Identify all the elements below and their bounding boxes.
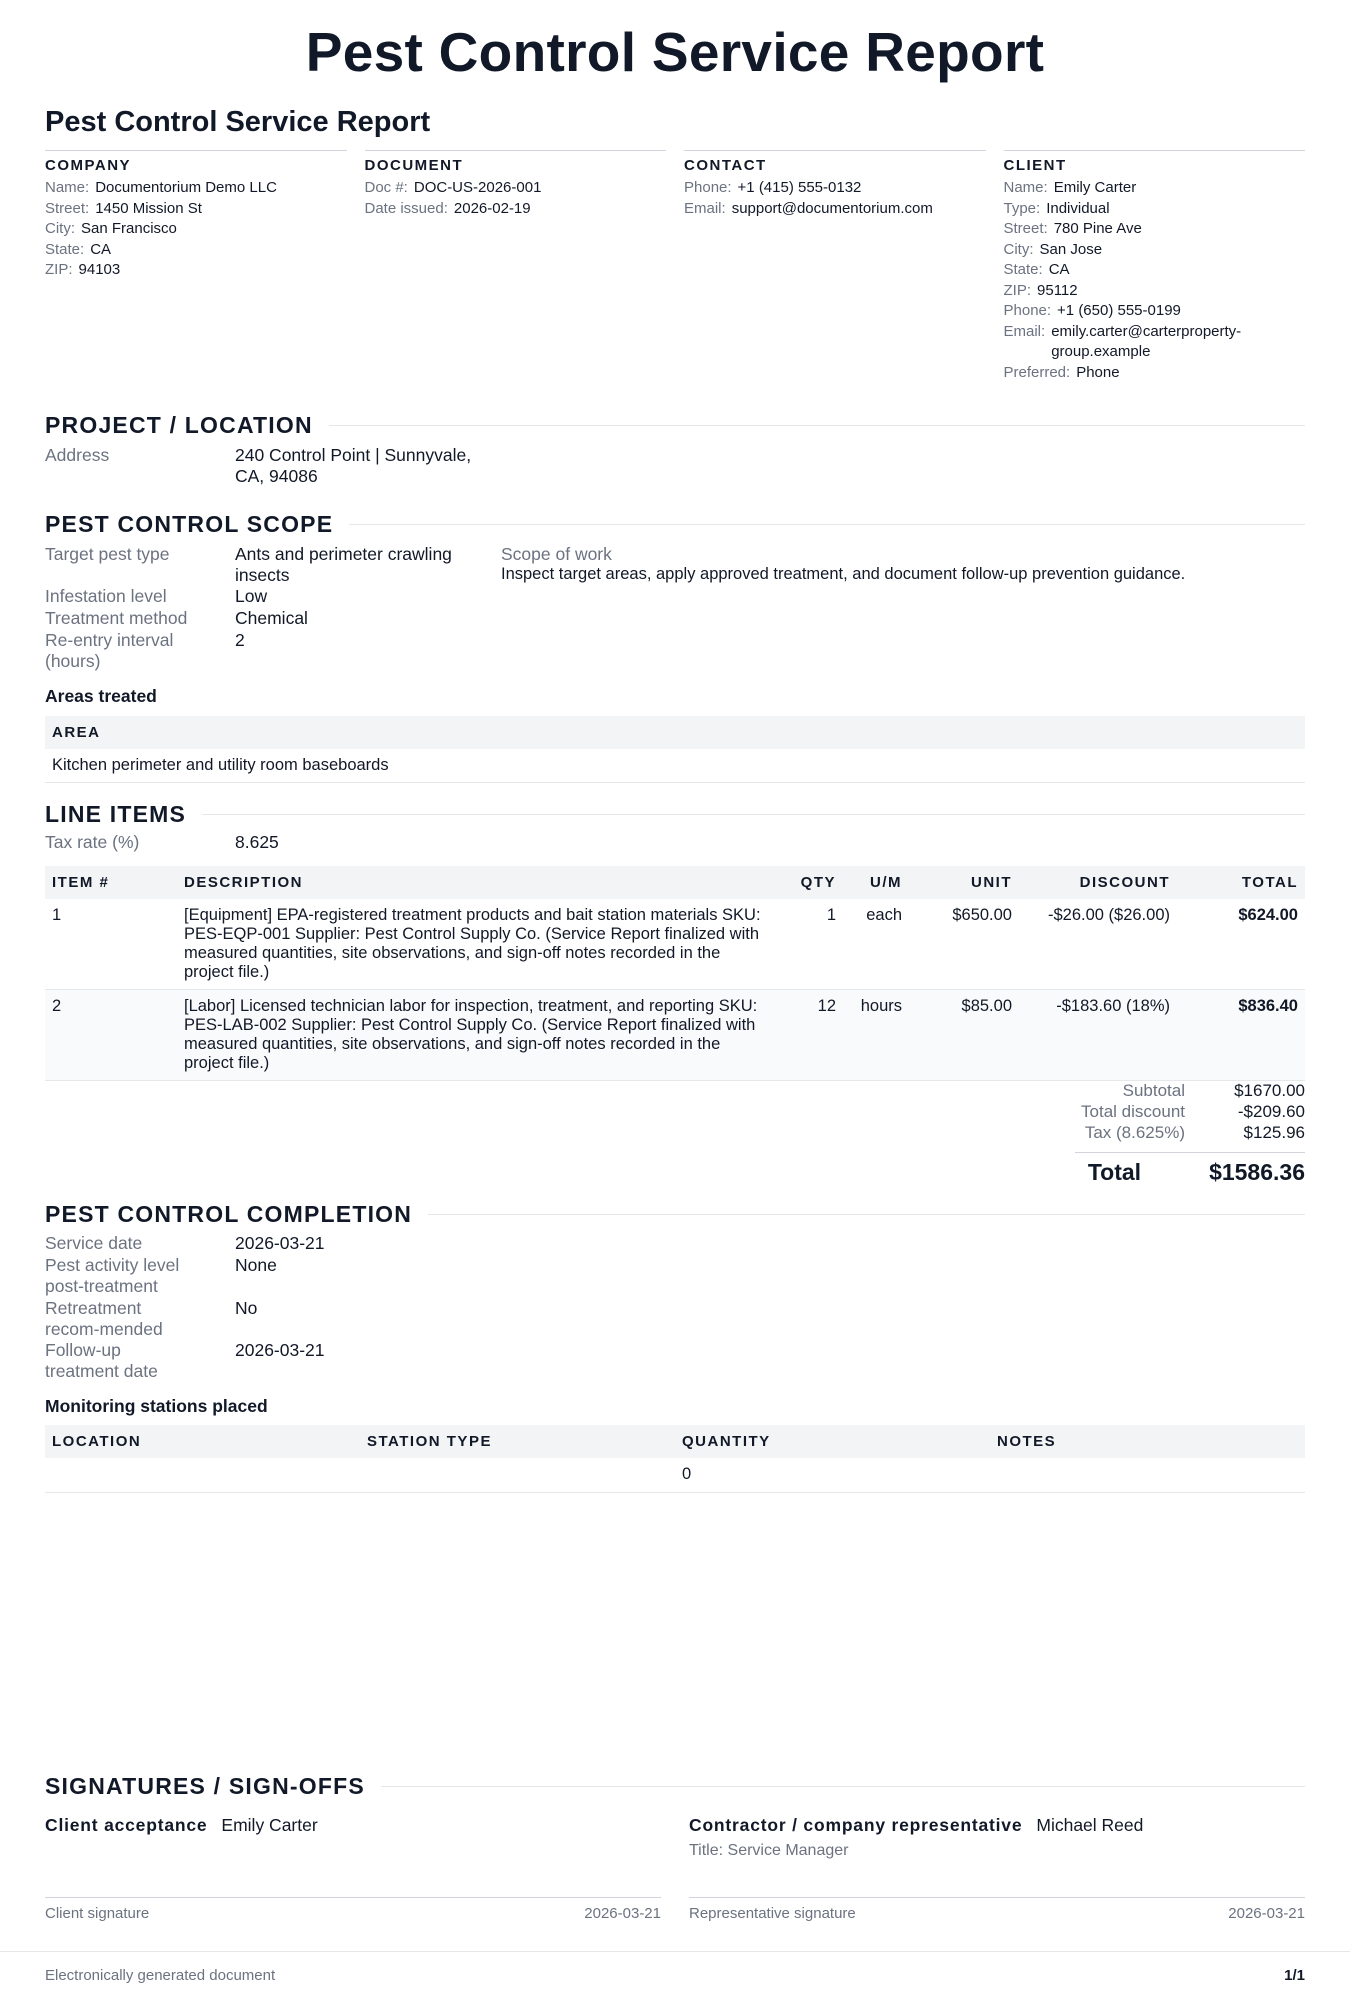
section-title: PEST CONTROL COMPLETION <box>45 1201 413 1227</box>
label: ZIP: <box>45 261 73 278</box>
client-state: CA <box>1048 261 1070 278</box>
area-cell: Kitchen perimeter and utility room baseboards <box>45 749 1305 783</box>
client-signature-line <box>45 1897 661 1922</box>
item-number: 2 <box>45 990 177 1081</box>
column-header: DISCOUNT <box>1019 866 1177 899</box>
reentry-value: 2 <box>235 630 245 650</box>
company-zip-row <box>45 260 347 281</box>
client-type: Individual <box>1046 199 1110 217</box>
service-date-field <box>45 1233 325 1254</box>
target-pest-field <box>45 544 475 586</box>
client-email-row <box>1004 322 1306 363</box>
infestation-value: Low <box>235 586 268 606</box>
divider <box>329 425 1305 426</box>
company-name-row <box>45 178 347 199</box>
item-um: hours <box>843 990 909 1081</box>
item-unit: $85.00 <box>909 990 1019 1081</box>
page-footer <box>0 1951 1350 1984</box>
client-preferred: Phone <box>1076 363 1120 381</box>
stations-heading: Monitoring stations placed <box>45 1396 268 1416</box>
stations-table <box>45 1425 1305 1493</box>
date-issued: 2026-02-19 <box>453 199 531 217</box>
totals-block <box>1005 1080 1305 1143</box>
address-label: Address <box>45 445 110 465</box>
date-issued-row <box>365 199 667 220</box>
table-header-row <box>45 866 1305 899</box>
document-heading: DOCUMENT <box>364 157 464 174</box>
contact-block <box>684 150 986 383</box>
client-signature-date: 2026-03-21 <box>584 1905 661 1922</box>
infestation-label: Infestation level <box>45 586 167 606</box>
client-name: Emily Carter <box>1053 179 1137 196</box>
grand-total-row <box>1075 1152 1305 1186</box>
contact-phone: +1 (415) 555-0132 <box>737 179 862 196</box>
retreatment-field <box>45 1298 257 1340</box>
representative-label: Contractor / company representative <box>689 1815 1023 1835</box>
divider <box>381 1786 1305 1787</box>
party-info-grid <box>45 150 1305 383</box>
company-state: CA <box>90 240 112 258</box>
client-preferred-row <box>1004 363 1306 384</box>
column-header: LOCATION <box>45 1425 360 1458</box>
grand-total-label: Total <box>1087 1159 1142 1185</box>
station-quantity: 0 <box>675 1458 990 1492</box>
table-row <box>45 749 1305 783</box>
subtotal-value: $1670.00 <box>1234 1081 1305 1100</box>
representative-signature-date: 2026-03-21 <box>1228 1905 1305 1922</box>
column-header: QUANTITY <box>675 1425 990 1458</box>
tax-label: Tax (8.625%) <box>1084 1123 1185 1142</box>
scope-section-heading <box>45 511 1305 538</box>
table-row <box>45 899 1305 990</box>
subtotal-row <box>1005 1080 1305 1101</box>
label: Street: <box>1003 220 1048 237</box>
line-items-section-heading <box>45 801 1305 828</box>
grand-total-value: $1586.36 <box>1209 1159 1305 1185</box>
label: State: <box>1003 261 1043 278</box>
service-date-label: Service date <box>45 1233 143 1253</box>
page-number: 1/1 <box>1284 1967 1305 1984</box>
followup-label: Follow-up treatment date <box>45 1340 158 1381</box>
treatment-method-value: Chemical <box>235 608 308 628</box>
label: ZIP: <box>1003 281 1032 299</box>
contact-heading: CONTACT <box>684 157 767 174</box>
label: Doc #: <box>364 179 408 196</box>
discount-value: -$209.60 <box>1237 1102 1305 1121</box>
page-title: Pest Control Service Report <box>305 21 1045 83</box>
client-phone-row <box>1004 301 1306 322</box>
treatment-method-label: Treatment method <box>45 608 188 628</box>
areas-treated-heading: Areas treated <box>45 686 157 706</box>
activity-level-value: None <box>235 1255 277 1275</box>
service-date-value: 2026-03-21 <box>235 1233 325 1253</box>
label: City: <box>45 220 75 237</box>
table-row <box>45 1458 1305 1492</box>
infestation-field <box>45 586 267 607</box>
label: Street: <box>45 199 90 217</box>
client-state-row <box>1004 260 1306 281</box>
tax-row <box>1005 1122 1305 1143</box>
divider <box>428 1214 1305 1215</box>
column-header: STATION TYPE <box>360 1425 675 1458</box>
client-signature-label: Client signature <box>45 1905 150 1922</box>
table-header-row <box>45 1425 1305 1458</box>
item-discount: -$183.60 (18%) <box>1019 990 1177 1081</box>
subtotal-label: Subtotal <box>1122 1081 1185 1100</box>
reentry-field <box>45 630 245 672</box>
client-phone: +1 (650) 555-0199 <box>1057 302 1181 319</box>
client-name-row <box>1004 178 1306 199</box>
client-block <box>1004 150 1306 383</box>
company-zip: 94103 <box>78 261 121 278</box>
reentry-label: Re-entry interval (hours) <box>45 630 174 671</box>
doc-number: DOC-US-2026-001 <box>413 179 542 196</box>
company-name: Documentorium Demo LLC <box>95 179 277 196</box>
retreatment-value: No <box>235 1298 258 1318</box>
document-block <box>365 150 667 383</box>
label: Email: <box>684 199 726 217</box>
label: Phone: <box>684 179 732 196</box>
company-state-row <box>45 240 347 261</box>
document-title: Pest Control Service Report <box>45 106 431 138</box>
followup-field <box>45 1340 325 1382</box>
column-header: U/M <box>843 866 909 899</box>
label: Phone: <box>1003 302 1052 319</box>
item-um: each <box>843 899 909 990</box>
tax-rate-value: 8.625 <box>235 832 279 852</box>
discount-row <box>1005 1101 1305 1122</box>
label: Type: <box>1003 199 1041 217</box>
signatures-section-heading <box>45 1773 1305 1800</box>
label: Name: <box>45 179 90 196</box>
label: Preferred: <box>1003 363 1071 381</box>
column-header: UNIT <box>909 866 1019 899</box>
company-city: San Francisco <box>81 220 177 237</box>
column-header: DESCRIPTION <box>177 866 777 899</box>
tax-rate-field <box>45 832 279 853</box>
client-heading: CLIENT <box>1003 157 1067 174</box>
column-header: TOTAL <box>1177 866 1305 899</box>
divider <box>202 814 1305 815</box>
label: Date issued: <box>364 199 448 217</box>
target-pest-label: Target pest type <box>45 544 170 564</box>
section-title: PEST CONTROL SCOPE <box>45 511 334 537</box>
section-title: LINE ITEMS <box>45 801 187 827</box>
areas-table <box>45 716 1305 783</box>
scope-of-work-text: Inspect target areas, apply approved treatment, and document follow-up prevention guidance. <box>501 565 1186 583</box>
completion-section-heading <box>45 1201 1305 1228</box>
representative-block <box>689 1815 1143 1836</box>
station-type <box>360 1458 675 1492</box>
contact-email-row <box>684 199 986 220</box>
line-items-table <box>45 866 1305 1081</box>
contact-phone-row <box>684 178 986 199</box>
footer-note: Electronically generated document <box>45 1967 276 1984</box>
section-title: PROJECT / LOCATION <box>45 412 313 438</box>
client-email: emily.carter@carterproperty-group.example <box>1051 322 1242 360</box>
column-header: QTY <box>777 866 843 899</box>
item-unit: $650.00 <box>909 899 1019 990</box>
tax-rate-label: Tax rate (%) <box>45 832 140 852</box>
item-description: [Labor] Licensed technician labor for inspection, treatment, and reporting SKU: PES-LAB-002 Supplier: Pest Control Supply Co. (Service Report finalized with measured quantities, site observations, and sign-off notes recorded in the project file.) <box>177 990 777 1081</box>
station-location <box>45 1458 360 1492</box>
retreatment-label: Retreatment recom-mended <box>45 1298 163 1339</box>
scope-of-work-label: Scope of work <box>501 544 612 564</box>
contact-email: support@documentorium.com <box>731 199 933 217</box>
tax-value: $125.96 <box>1243 1123 1305 1142</box>
representative-title: Title: Service Manager <box>689 1842 849 1859</box>
client-street-row <box>1004 219 1306 240</box>
project-section-heading <box>45 412 1305 439</box>
label: Email: <box>1003 322 1046 340</box>
column-header: NOTES <box>990 1425 1305 1458</box>
item-description: [Equipment] EPA-registered treatment products and bait station materials SKU: PES-EQP-001 Supplier: Pest Control Supply Co. (Service Report finalized with measured quantities, site observations, and sign-off notes recorded in the project file.) <box>177 899 777 990</box>
item-total: $836.40 <box>1177 990 1305 1081</box>
client-acceptance-name: Emily Carter <box>221 1815 318 1835</box>
client-acceptance <box>45 1815 318 1836</box>
client-city-row <box>1004 240 1306 261</box>
client-zip: 95112 <box>1037 281 1078 299</box>
activity-level-label: Pest activity level post-treatment <box>45 1255 180 1296</box>
client-city: San Jose <box>1039 240 1103 258</box>
doc-number-row <box>365 178 667 199</box>
section-title: SIGNATURES / SIGN-OFFS <box>45 1773 365 1799</box>
company-street: 1450 Mission St <box>95 199 202 217</box>
project-address: 240 Control Point | Sunnyvale, CA, 94086 <box>235 445 472 486</box>
activity-level-field <box>45 1255 277 1297</box>
station-notes <box>990 1458 1305 1492</box>
representative-signature-line <box>689 1897 1305 1922</box>
item-total: $624.00 <box>1177 899 1305 990</box>
label: City: <box>1003 240 1034 258</box>
column-header: ITEM # <box>45 866 177 899</box>
discount-label: Total discount <box>1081 1102 1185 1121</box>
label: Name: <box>1003 179 1048 196</box>
item-qty: 1 <box>777 899 843 990</box>
representative-signature-label: Representative signature <box>689 1905 856 1922</box>
treatment-method-field <box>45 608 308 629</box>
company-city-row <box>45 219 347 240</box>
label: State: <box>45 240 85 258</box>
table-header-row <box>45 716 1305 749</box>
project-address-field <box>45 445 505 487</box>
followup-value: 2026-03-21 <box>235 1340 325 1360</box>
item-number: 1 <box>45 899 177 990</box>
table-row <box>45 990 1305 1081</box>
company-street-row <box>45 199 347 220</box>
item-discount: -$26.00 ($26.00) <box>1019 899 1177 990</box>
client-type-row <box>1004 199 1306 220</box>
representative-name: Michael Reed <box>1036 1815 1144 1835</box>
client-acceptance-label: Client acceptance <box>45 1815 208 1835</box>
client-street: 780 Pine Ave <box>1053 220 1142 237</box>
client-zip-row <box>1004 281 1306 302</box>
target-pest-value: Ants and perimeter crawling insects <box>235 544 452 585</box>
company-block <box>45 150 347 383</box>
item-qty: 12 <box>777 990 843 1081</box>
column-header: AREA <box>45 716 1305 749</box>
divider <box>349 524 1305 525</box>
company-heading: COMPANY <box>45 157 132 174</box>
